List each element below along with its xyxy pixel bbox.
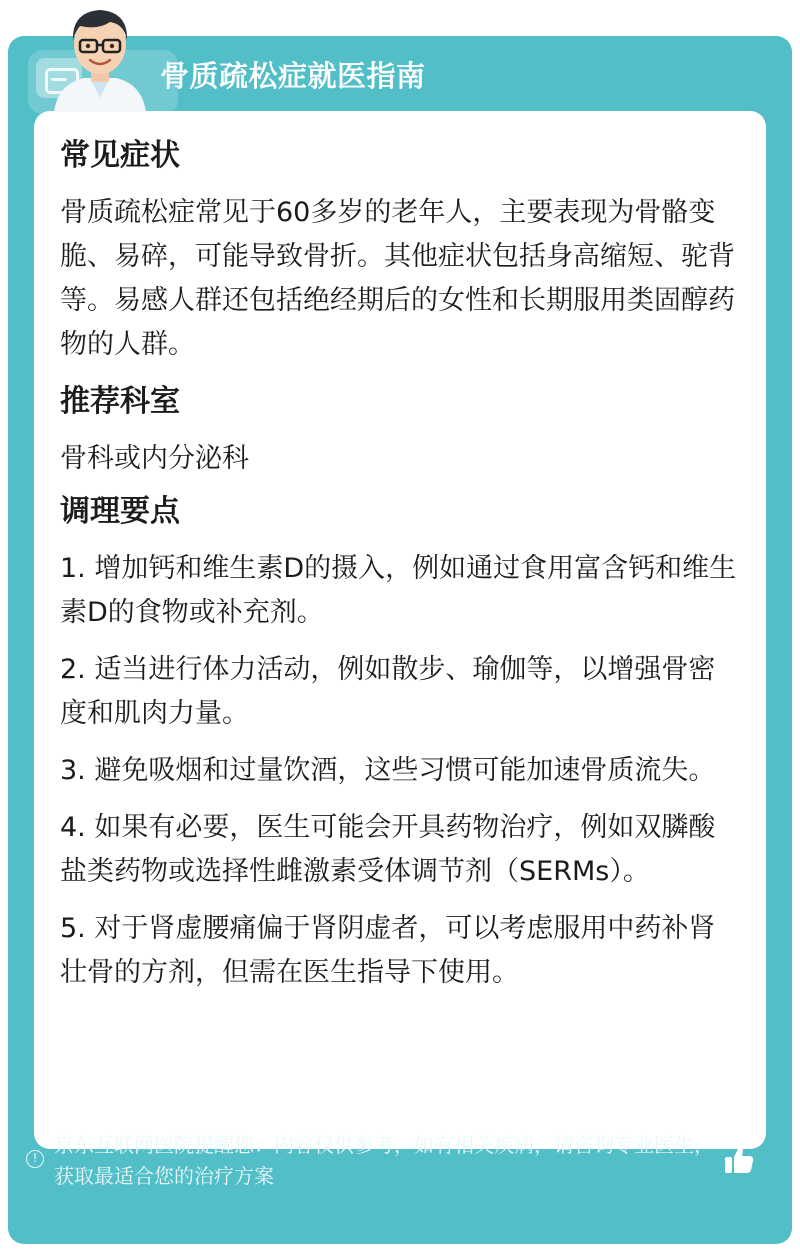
page-title: 骨质疏松症就医指南	[160, 59, 426, 93]
care-item: 2. 适当进行体力活动，例如散步、瑜伽等，以增强骨密度和肌肉力量。	[60, 654, 716, 729]
department-text: 骨科或内分泌科	[60, 443, 249, 474]
care-item: 1. 增加钙和维生素D的摄入，例如通过食用富含钙和维生素D的食物或补充剂。	[60, 553, 737, 628]
care-item: 3. 避免吸烟和过量饮酒，这些习惯可能加速骨质流失。	[60, 755, 716, 786]
symptoms-title: 常见症状	[60, 138, 180, 173]
care-title: 调理要点	[60, 494, 180, 529]
doctor-avatar-icon	[44, 0, 156, 112]
footer-text: 京东互联网医院提醒您：内容仅供参考，如有相关疾病，请咨询专业医生，获取最适合您的治疗方案	[54, 1133, 714, 1188]
info-icon: !	[26, 1150, 44, 1168]
thumbs-up-icon[interactable]	[722, 1142, 756, 1176]
guide-card	[8, 36, 792, 1244]
care-item: 5. 对于肾虚腰痛偏于肾阴虚者，可以考虑服用中药补肾壮骨的方剂，但需在医生指导下使用。	[60, 913, 716, 988]
footer-notice	[26, 1130, 756, 1192]
care-item: 4. 如果有必要，医生可能会开具药物治疗，例如双膦酸盐类药物或选择性雌激素受体调节剂（SERMs）。	[60, 812, 716, 887]
content-panel	[34, 111, 766, 1149]
symptoms-text: 骨质疏松症常见于60多岁的老年人，主要表现为骨骼变脆、易碎，可能导致骨折。其他症状包括身高缩短、驼背等。易感人群还包括绝经期后的女性和长期服用类固醇药物的人群。	[60, 197, 735, 360]
department-title: 推荐科室	[60, 384, 180, 419]
